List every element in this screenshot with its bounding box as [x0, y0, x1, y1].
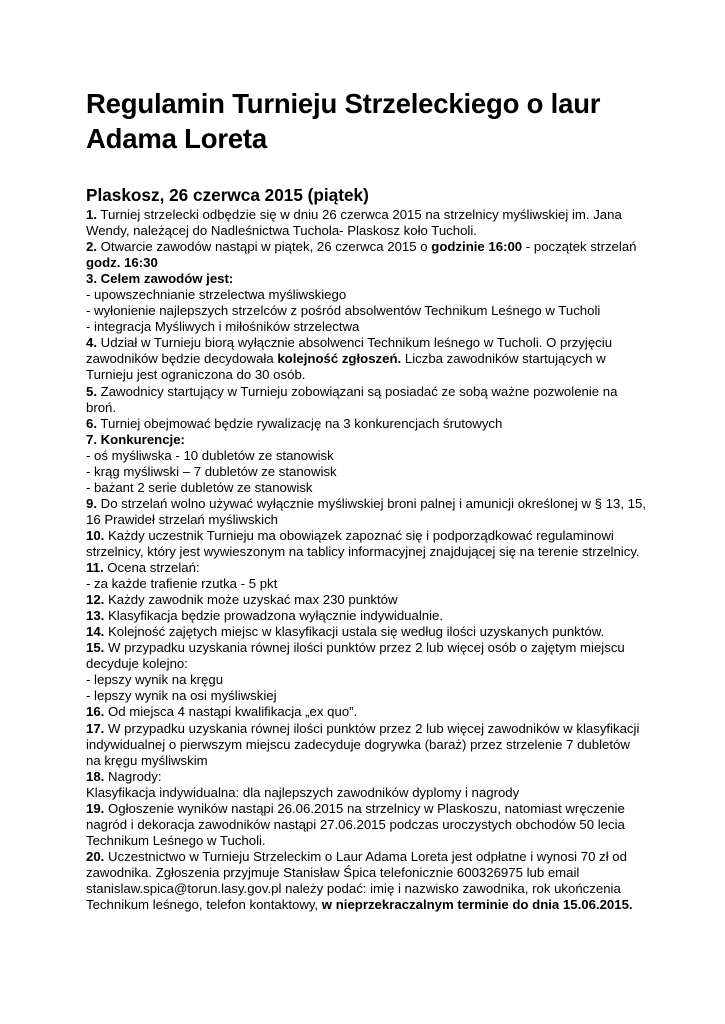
rule-paragraph	[86, 207, 646, 239]
list-item: - wyłonienie najlepszych strzelców z pośród absolwentów Technikum Leśnego w Tucholi	[86, 303, 601, 319]
rule-text: Turniej strzelecki odbędzie się w dniu 26 czerwca 2015 na strzelnicy myśliwskiej im. Jana Wendy, należącej do Nadleśnictwa Tuchola- Plaskosz koło Tucholi.	[86, 207, 622, 239]
rule-heading: 7. Konkurencje:	[86, 431, 185, 447]
rule-paragraph	[86, 704, 646, 720]
rule-number: 15.	[86, 640, 105, 656]
rule-paragraph	[86, 416, 646, 432]
rule-heading: 3. Celem zawodów jest:	[86, 271, 234, 287]
rule-paragraph	[86, 608, 646, 624]
rule-emphasis: kolejność zgłoszeń.	[277, 351, 402, 367]
rule-number: 20.	[86, 848, 105, 864]
document-body	[86, 207, 646, 913]
rule-number: 6.	[86, 415, 97, 431]
rule-emphasis: w nieprzekraczalnym terminie do dnia 15.06.2015.	[321, 897, 633, 913]
rule-paragraph	[86, 560, 646, 576]
rule-number: 10.	[86, 527, 105, 543]
rule-paragraph	[86, 528, 646, 560]
rule-text: Ocena strzelań:	[103, 560, 200, 576]
document-subtitle: Plaskosz, 26 czerwca 2015 (piątek)	[86, 185, 369, 205]
rule-number: 18.	[86, 768, 105, 784]
rule-number: 2.	[86, 239, 97, 255]
rule-paragraph	[86, 592, 646, 608]
list-item: - lepszy wynik na osi myśliwskiej	[86, 688, 277, 704]
rule-paragraph	[86, 496, 646, 528]
rule-text: Zawodnicy startujący w Turnieju zobowiązani są posiadać ze sobą ważne pozwolenie na broń.	[86, 383, 618, 415]
list-item: - integracja Myśliwych i miłośników strzelectwa	[86, 319, 360, 335]
list-item: Klasyfikacja indywidualna: dla najlepszych zawodników dyplomy i nagrody	[86, 784, 520, 800]
rule-number: 12.	[86, 592, 105, 608]
rule-text: W przypadku uzyskania równej ilości punktów przez 2 lub więcej osób o zajętym miejscu decyduje kolejno:	[86, 640, 625, 672]
rule-number: 19.	[86, 800, 105, 816]
rule-paragraph	[86, 721, 646, 769]
rule-paragraph	[86, 640, 646, 672]
document-title: Regulamin Turnieju Strzeleckiego o laur Adama Loreta	[86, 88, 601, 154]
rule-text: Uczestnictwo w Turnieju Strzeleckim o Laur Adama Loreta jest odpłatne i wynosi 70 zł od zawodnika. Zgłoszenia przyjmuje Stanisław Śpica telefonicznie 600326975 lub email stanislaw.spica@torun.lasy.gov.pl należy podać: imię i nazwisko zawodnika, rok ukończenia Technikum leśnego, telefon kontaktowy,	[86, 848, 627, 913]
rule-paragraph	[86, 801, 646, 849]
rule-text: Udział w Turnieju biorą wyłącznie absolwenci Technikum leśnego w Tucholi. O przyjęciu zawodników będzie decydowała	[86, 335, 613, 367]
rule-number: 1.	[86, 207, 97, 222]
rule-text: Do strzelań wolno używać wyłącznie myśliwskiej broni palnej i amunicji określonej w § 13, 15, 16 Prawideł strzelań myśliwskich	[86, 495, 646, 527]
rule-paragraph	[86, 769, 646, 785]
rule-number: 17.	[86, 720, 105, 736]
rule-paragraph	[86, 849, 646, 913]
rule-text: Każdy zawodnik może uzyskać max 230 punktów	[104, 592, 398, 608]
list-item: - za każde trafienie rzutka - 5 pkt	[86, 576, 278, 592]
rule-number: 14.	[86, 624, 105, 640]
rule-text: Liczba zawodników startujących w Turnieju jest ograniczona do 30 osób.	[86, 351, 606, 383]
rule-emphasis: godzinie 16:00	[431, 239, 523, 255]
rule-text: Ogłoszenie wyników nastąpi 26.06.2015 na strzelnicy w Plaskoszu, natomiast wręczenie nagród i dekoracja zawodników nastąpi 27.06.2015 podczas uroczystych obchodów 50 lecia Technikum Leśnego w Tucholi.	[86, 800, 625, 848]
rule-text: W przypadku uzyskania równej ilości punktów przez 2 lub więcej zawodników w klasyfikacji indywidualnej o pierwszym miejscu zadecyduje dogrywka (baraż) przez strzelenie 7 dubletów na kręgu myśliwskim	[86, 720, 640, 768]
rule-emphasis: godz. 16:30	[86, 255, 158, 271]
list-item: - upowszechnianie strzelectwa myśliwskiego	[86, 287, 347, 303]
rule-text: - początek strzelań	[522, 239, 637, 255]
rule-number: 16.	[86, 704, 105, 720]
list-item: - krąg myśliwski – 7 dubletów ze stanowisk	[86, 463, 337, 479]
rule-text: Otwarcie zawodów nastąpi w piątek, 26 czerwca 2015 o	[97, 239, 432, 255]
list-item: - oś myśliwska - 10 dubletów ze stanowisk	[86, 447, 334, 463]
rule-number: 9.	[86, 495, 97, 511]
rule-text: Kolejność zajętych miejsc w klasyfikacji ustala się według ilości uzyskanych punktów.	[104, 624, 605, 640]
list-item: - lepszy wynik na kręgu	[86, 672, 224, 688]
rule-text: Turniej obejmować będzie rywalizację na 3 konkurencjach śrutowych	[97, 415, 503, 431]
rule-number: 4.	[86, 335, 97, 351]
rule-number: 13.	[86, 608, 105, 624]
rule-text: Od miejsca 4 nastąpi kwalifikacja „ex quo”.	[104, 704, 358, 720]
rule-paragraph	[86, 239, 646, 271]
rule-number: 11.	[86, 560, 104, 576]
rule-paragraph	[86, 335, 646, 383]
rule-number: 5.	[86, 383, 97, 399]
list-item: - bażant 2 serie dubletów ze stanowisk	[86, 479, 313, 495]
rule-paragraph	[86, 384, 646, 416]
rule-text: Nagrody:	[104, 768, 162, 784]
rule-paragraph	[86, 624, 646, 640]
rule-text: Klasyfikacja będzie prowadzona wyłącznie indywidualnie.	[104, 608, 444, 624]
rule-text: Każdy uczestnik Turnieju ma obowiązek zapoznać się i podporządkować regulaminowi strzelnicy, który jest wywieszonym na tablicy informacyjnej znajdującej się na terenie strzelnicy.	[86, 527, 640, 559]
